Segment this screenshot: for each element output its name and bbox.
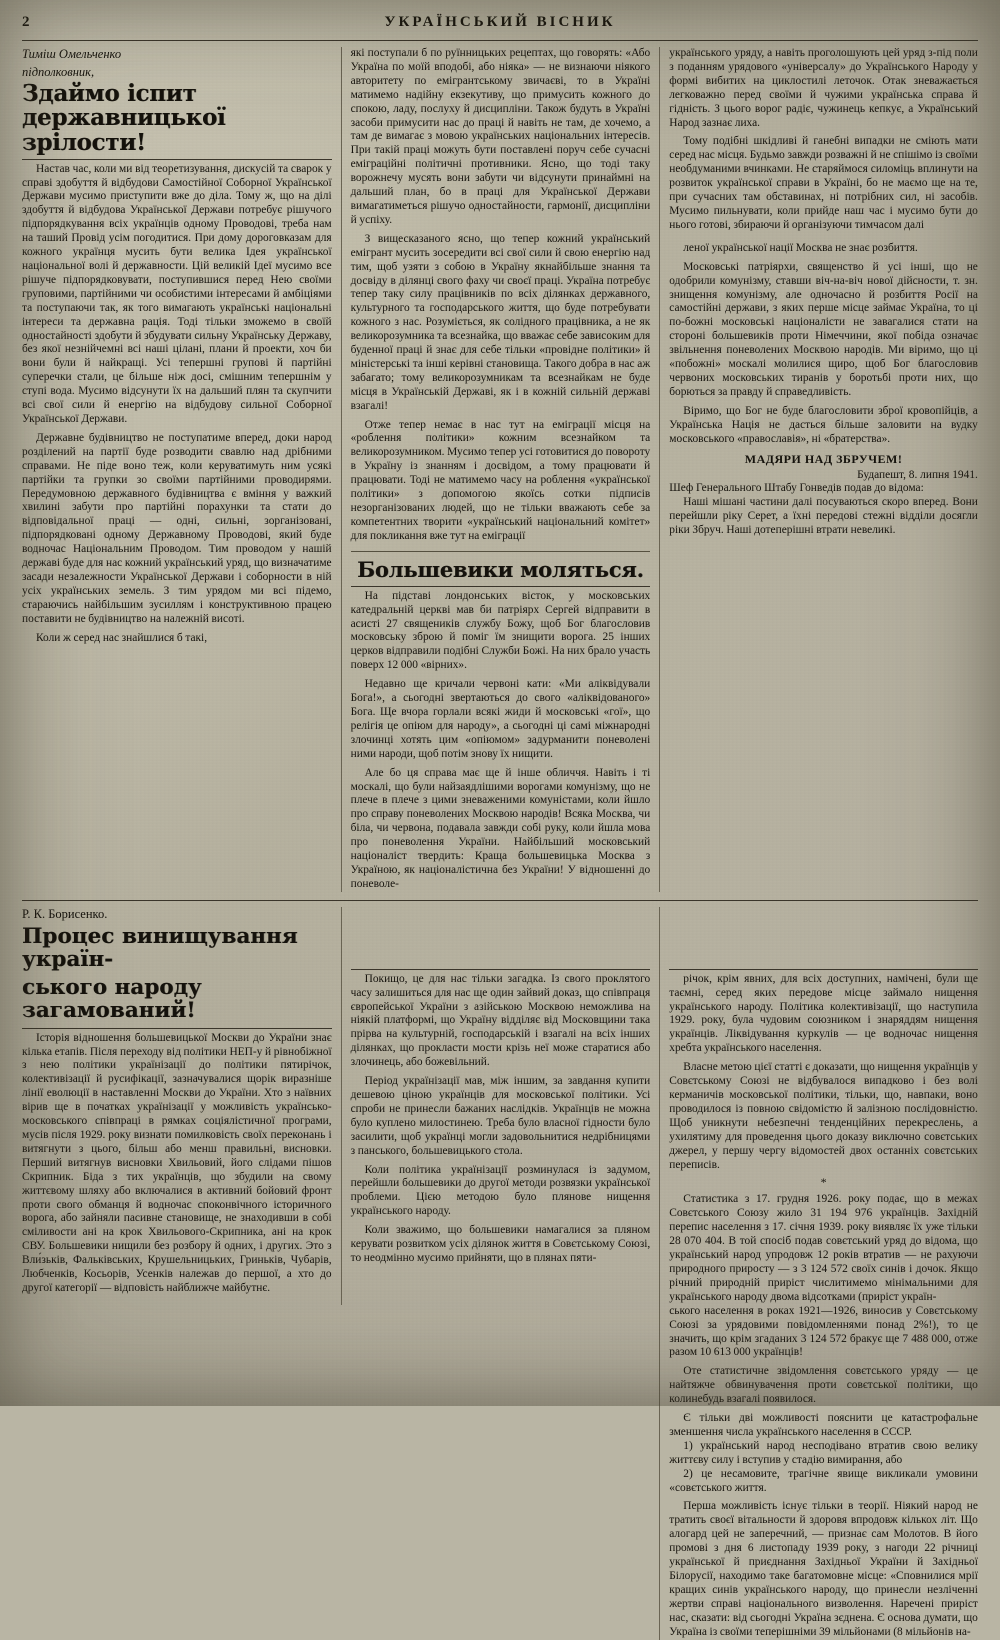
header-rule — [22, 40, 978, 41]
article3-paragraph: 1) український народ несподівано втратив свою велику життєву силу і вступив у стадію вимирання, або — [669, 1439, 978, 1466]
article3-paragraph: Власне метою цієї статті є доказати, що нищення українців у Совєтському Союзі не відбувалося випадково і без волі керманичів московської політики, тільки, що, навпаки, воно проводилося із повною свідомістю й залізною послідовністю. Щоб уникнути небезпечні тенденційних перекреслень, а ухилятиму для проведення цього доказу виключно совєтських джерел, у першу чергу відомостей двох останніх совєтських переписів. — [669, 1061, 978, 1171]
article1-paragraph: українського уряду, а навіть проголошують цей уряд з-під поли з поданням урядового «універсалу» до Українського Народу у формі вибитих на циклостилі леточок. Отак зневажається легковажно перед своїми й чужими українська справа й гідність. З цього ворог радіє, чужинець кепкує, а Український Народ зазнає лиха. — [669, 47, 978, 129]
article1-rule — [22, 159, 332, 160]
lower-block — [22, 907, 978, 1305]
article3-paragraph: Історія відношення большевицької Москви до України знає кілька етапів. Після переходу від політики НЕП-у й рівнобіжної з нею політики українізації до політики пятирічок, колективізації й русифікації, зазначувалися щорік виразніше лінії еволюції в наставленні Москви до України. Хто з наївних вірив ще в початках українізації у можливість українсько-московського співпраці в рямках соціялістичної програми, мусів після 1929. року визнати помилковість своїх переконань і витягнути з цього, більш або менш правильні, висновки. Перший витягнув висновки Хвильовий, його слідами пішов Скрипник. Біда з тих українців, що збудили на свому життєвому шляху або включалися в активний бойовий фронт проти свого обманця й водночас споконвічного історичного ворога, або зайняли пасивне становище, не знаходивши в собі сміливости ані на крок Хвильового-Скрипника, ані на крок СВУ. Большевики нищили без розбору й одних, і других. Это з Вли́зьків, Фальківських, Крушельницьких, Гриньків, Чубарів, Любченків, Косьорів, Усенків належав до першої, а хто до другої категорії — відповість найближче майбутнє. — [22, 1031, 332, 1294]
column-3-tail — [659, 1305, 978, 1640]
article3-paragraph: Є тільки дві можливості пояснити це катастрофальне зменшення числа українського населення в СССР. — [669, 1412, 978, 1438]
column-3 — [659, 47, 978, 892]
article1-paragraph: Отже тепер немає в нас тут на еміграції місця на «роблення політики» кожним всезнайком та великорозумником. Мусимо тепер усі готовитися до повороту в Україну із знанням і досвідом, а тому працювати й працювати. Тоді не матимемо часу на роблення «української політики» з допомогою якоїсь сотки підписів незорганізованих людей, що не тільки вважають себе за компетентних творити «український національний комітет» для покликання вже тут на еміграції — [350, 418, 651, 542]
article3-paragraph: Перша можливість існує тільки в теорії. Ніякий народ не тратить своєї вітальности й здоровя впродовж кількох літ. Що алогард цей не заперечний, — признає сам Молотов. В його промові з дня 6 листопаду 1939 року, з нагоди 22 річниці української й приєднання Західньої України й Західньої Білорусії, находимо таке багатомовне місце: «Сповнилися мрії кращих синів українського народу, що принесли незліченні жертви справі національного визволення. Наречені приріст нас, сказати: від сьогодні Україна зєднена. Є основа думати, що Україна із своїми теперішніми 39 мільйонами (8 мільйонів на- — [669, 1500, 978, 1638]
article3-byline: Р. К. Борисенко. — [22, 906, 108, 921]
article3-headline-line1: Процес винищування україн- — [22, 923, 298, 972]
column-2-lower — [341, 907, 660, 1305]
article2-paragraph: На підставі лондонських вісток, у московських катедральній церкві мав би патріярх Сергей відправити в асисті 27 священиків службу Божу, щоб Бог благословив московську зброю й поміг їм знищити ворога. 25 інших церков відправили подібні Служби Божі. На них брало участь поверх 12 000 «вірних». — [350, 589, 651, 672]
tail-spacer-1 — [22, 1305, 341, 1640]
article2-paragraph: леної української нації Москва не знає розбиття. — [683, 241, 918, 254]
article1-paragraph: Настав час, коли ми від теоретизування, дискусій та сварок у справі здобуття й відбудови Самостійної Соборної Української Держави мусимо приступити вже до діла. Тому ж, що на ділі здобуття й відбудова Української Держави потребує рішучого підпорядкування всіх українців одному Проводові, треба нам на таший Провід усім погодитися. При дому дороговказам для кожного українця мусить бути велика Ідея української національної волі й державности. Цій великій Ідеї мусимо все рішуче підпорядковувати, поступившися перед Нею своїми груповими, партійними чи особистими інтересами й амбіціями та поступаючи так, як того вимагають українські національні інтереси та державна рація. Тоді тільки зможемо в своїй одностайності здобути й збудувати сильну Українську Державу, без якої незнійчемні всі наші цілані, плани й проекти, хоч би вони були й найкращі. Усі тепершні групові й партійні суперечки стали, це більше ніж досі, смішним тепершнім у ступі вода. Мусимо відсунути їх на дальший плян та скупчити всі свої сили й енергію на відбудову сильної Соборної Української Держави. — [22, 162, 332, 425]
article3-paragraph: ського населення в роках 1921—1926, виносив у Совєтському Союзі за урядовими повідомленнями понад 2%!), то це значить, що крім згаданих 3 124 572 бракує ще 7 488 000, отже разом 10 613 000 українців! — [669, 1304, 978, 1359]
article2-head-rule — [351, 586, 651, 587]
column-1 — [22, 47, 341, 892]
paragraph-separator-star: * — [820, 1175, 827, 1190]
tail-spacer-2 — [341, 1305, 660, 1640]
article1-headline: Здаймо іспит державницької зрілости! — [22, 80, 226, 156]
article3-rule-mid — [351, 969, 651, 970]
news-flash-dateline: Будапешт, 8. липня 1941. — [857, 469, 978, 482]
article3-paragraph: Статистика з 17. грудня 1926. року подає, що в межах Совєтського Союзу жило 31 194 976 українців. Західній перепис населення з 17. січня 1939. року виявляє їх уже тільки 28 070 404. В той спосіб подав совєтський уряд до відома, що український народ упродовж 12 років втратив — не рахуючи природного приросту — з 3 124 572 своїх синів і дочок. Якщо річний природній приріст числитимемо мінімальними для українського народу двома відсотками (приріст україн- — [669, 1193, 978, 1303]
publication-title: УКРАЇНСЬКИЙ ВІСНИК — [384, 14, 616, 30]
article2-paragraph: Недавно ще кричали червоні кати: «Ми аліквідували Бога!», а сьогодні звертаються до свого «аліквідованого» Бога. Ще вчора горлали всякі жиди й московські «гої», що релігія це опіюм для народу», а сьогодні ці самі міжнародні злочинці хотять цим «опіюмом» задурманити поневолені ними народи, щоб потім знову їх нищити. — [350, 678, 651, 760]
article3-headline-line2: ського народу загамований! — [22, 975, 202, 1024]
news-flash-title: МАДЯРИ НАД ЗБРУЧЕМ! — [744, 452, 903, 467]
article1-byline-name: Тиміш Омельченко — [22, 47, 122, 61]
article3-rule — [22, 1028, 332, 1029]
article2-paragraph: Але бо ця справа має ще й інше обличчя. Навіть і ті москалі, що були найзаядлішими ворогами комунізму, що не плече в плече з цими зневаженими комуністами, коли йшло про справу поневолених Москвою народів! Всяка Москва, чи біла, чи червона, подавала завжди собі руку, коли йшла мова про поневолення України. Найбільший московський націоналіст твердить: Краща большевицька Москва з Україною, як націоналістична без України! У відношенні до поневоле- — [350, 766, 651, 890]
column-2 — [341, 47, 660, 892]
article3-paragraph: Оте статистичне звідомлення совєтського уряду — це найтяжче обвинувачення проти совєтської політики, що колинебудь взагалі появилося. — [669, 1365, 978, 1406]
article3-paragraph: річок, крім явних, для всіх доступних, намічені, були ще таємні, серед яких передове місце займало нищення українського народу. Політика колективізації, що наступила 1929. року, була чудовим союзником і знаряддям нищення українців. Ліквідування куркулів — це водночас нищення хребта українського населення. — [669, 972, 978, 1055]
article3-rule-right — [669, 969, 978, 970]
section-divider — [22, 900, 978, 901]
article1-paragraph: Тому подібні шкідливі й ганебні випадки не сміють мати серед нас місця. Будьмо завжди розважні й не спішімо із своїми необдуманими вчинками. Не старяймося силоміць вплинути на розвиток української справи в Україні, бо не маємо ще на те, при сучасних там обставинах, ні потрібних сил, ні засобів. Мусимо пильнувати, коли прийде наш час і мусимо бути до нього готові, збираючи й організуючи тимчасом далі — [669, 135, 978, 231]
page-number: 2 — [22, 14, 30, 30]
article2-paragraph: Московські патріярхи, священство й усі інші, що не одобрили комунізму, ставши віч-на-віч новоï дійсности, т. зн. знищення комунізму, але одночасно й розбиття Росії на самостійні держави, з яких перше місце займає Україна, то ці по-божні московські націоналісти не завагалися стати на стороні большевиків проти Німеччини, якої побіда означає звільнення поневолених Москвою народів. Ми віримо, що ці «побожні» москалі молилися щиро, щоб Бог благословив червоних московських тиранів у боротьбі проти них, що борються за правду й справедливість. — [669, 260, 978, 398]
article3-paragraph: Період українізації мав, між іншим, за завдання купити дешевою ціною українців для московської політики. Усі спроби не принесли бажаних наслідків. Українців не можна було куплено милостинею. Треба було власної гідности було засилити, щоб українці могли задовольнитися недрібницями з панського, большевицького стола. — [350, 1075, 651, 1157]
news-flash-text: Наші мішані частини далі посуваються скоро вперед. Вони перейшли ріку Серет, а їхні передові стежні відділи досягли ріки Збруч. Наші дотеперішні втрати невеликі. — [669, 496, 978, 537]
article3-paragraph: Покищо, це для нас тільки загадка. Із свого проклятого часу залишиться для нас ще один зайвий доказ, що співпраця європейської України з азійською Москвою неможлива на ніякій платформі, що Україну відділяє від Московщини така прірва на культурній, господарській і взагалі на всіх інших ділянках, що прокласти мости крізь неї може старатися або злочинець, або божевільний. — [350, 972, 651, 1069]
lower-tail-row — [22, 1305, 978, 1640]
article1-paragraph: Державне будівництво не поступатиме вперед, доки народ розділений на партії буде розводити свавлю над дрібними справами. Не піде воно теж, коли керуватимуть ним усякі партійки та групки зо своїми партійними проводирями. Передумовною державного будівництва є вміння у важкий хвилині забути про партійні порахунки та стати до відповідальної праці — одні, сильні, зорганізовані, підпорядковані одному Державному Проводові, який буде водночас Національним Проводом. Тим проводом у нашій державі буде для нас кожний український уряд, що визначатиме засади незалежности Української Держави і соборности в ній усіх українських земель. З тим урядом ми всі підемо, стараючись найбільшим зусиллям і конструктивною працею поставити не будівництво на належній висоті. — [22, 431, 332, 625]
lower-columns — [22, 907, 978, 1305]
article1-paragraph: Коли ж серед нас знайшлися б такі, — [36, 631, 208, 644]
article1-paragraph: З вищесказаного ясно, що тепер кожний український емігрант мусить зосередити всі свої сили й свою енергію над тим, щоб узяти з собою в Україну якнайбільше знання та досвіду в ділянці свого фаху чи своєї праці. Україна потребує тепер таку силу працівників по всіх ділянках державного, культурного та господарського життя, що буде потребувати кожного з нас. Розуміється, як солідного працівника, а не як великорозумника та всезнайка, що вважає себе зависоким для буденної праці й знає для себе тільки «провідне політики» й міністерські та інші керівні становища. Такого добра в нас аж забагато; тому великорозумникам та всезнайкам не буде місця в Українській Державі, як і в кожній сильній державі взагалі! — [350, 232, 651, 412]
article2-headline: Большевики моляться. — [357, 556, 644, 582]
article3-paragraph: 2) це несамовите, трагічне явище викликали умовини «совєтського життя. — [669, 1467, 978, 1494]
running-head — [22, 14, 978, 34]
article3-paragraph: Коли політика українізації розминулася із задумом, перейшли большевики до другої методи розвязки української проблеми. Цією методою було плянове нищення українського народу. — [350, 1163, 651, 1218]
upper-columns — [22, 47, 978, 892]
article1-byline-rank: підполковник, — [22, 64, 95, 79]
column-3-lower — [659, 907, 978, 1305]
article1-paragraph: які поступали б по руїнницьких рецептах, що говорять: «Або Україна по моїй вподобі, або ніяка» — не визнаючи ніякого авторитету по емігрантському звичаєві, то в Україні матимемо надійну екзекутиву, що примусить кожного до спокою, ладу, послуху й дисципліни. Також будуть в Україні засоби примусити нас до праці й навіть не там, де хочемо, а там де вимагає з мовою українських національних інтересів. При такій праці можуть бути поставлені поруч себе сучасні еміграційні політичні противники. Ясно, що тоді таку ворожнечу мусять вони забути чи відсунути принаймні на дальший план, бо в праці для Української Держави вимагатиметься рішучо одностайности, гармонії, дисципліни й успіху. — [350, 47, 651, 226]
news-flash-lead: Шеф Генерального Штабу Гонведів подав до відома: — [669, 482, 924, 495]
article2-paragraph: Віримо, що Бог не буде благословити зброї кровопійців, а Українська Нація не дасться більше заловити на вудку московського «православія», ні «братерства». — [669, 404, 978, 445]
article2-top-rule — [351, 551, 651, 552]
article3-paragraph: Коли зважимо, що большевики намагалися за пляном керувати розвитком усіх ділянок життя в Совєтському Союзі, то неодмінно мусимо прийняти, що в плянах пяти- — [350, 1224, 651, 1264]
column-1-lower — [22, 907, 341, 1305]
